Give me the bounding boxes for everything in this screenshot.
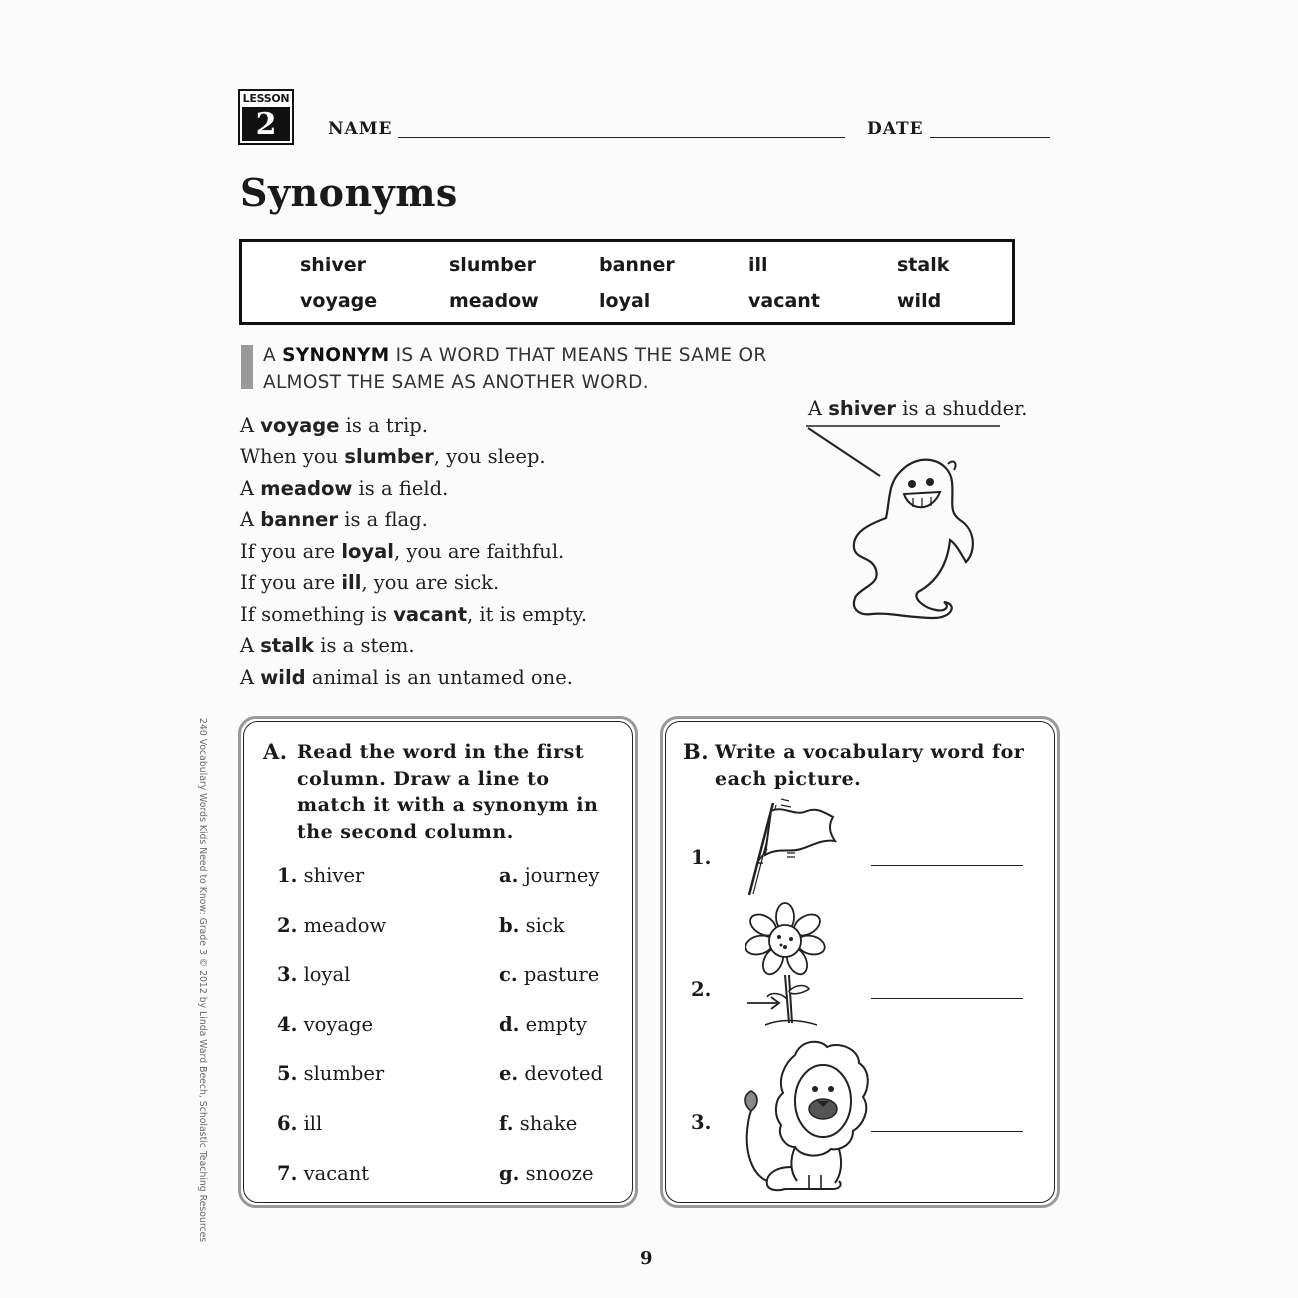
sentence: When you slumber, you sleep.	[240, 445, 546, 468]
word-box-item: meadow	[449, 290, 539, 312]
sentence: A meadow is a field.	[240, 477, 449, 500]
word-box	[239, 239, 1015, 325]
name-label: NAME	[328, 119, 393, 139]
match-left-item[interactable]: 3. loyal	[277, 963, 351, 986]
page-number: 9	[640, 1248, 653, 1269]
word-box-item: wild	[897, 290, 942, 312]
answer-line-2[interactable]	[871, 998, 1023, 999]
answer-line-1[interactable]	[871, 865, 1023, 866]
sentence: A wild animal is an untamed one.	[240, 666, 573, 689]
match-right-item[interactable]: b. sick	[499, 914, 565, 937]
match-right-item[interactable]: d. empty	[499, 1013, 588, 1036]
match-left-item[interactable]: 1. shiver	[277, 864, 365, 887]
match-right-item[interactable]: a. journey	[499, 864, 600, 887]
word-box-item: slumber	[449, 254, 537, 276]
definition-line2: ALMOST THE SAME AS ANOTHER WORD.	[263, 372, 649, 393]
definition-pre: A	[263, 345, 283, 366]
page-title: Synonyms	[240, 170, 458, 215]
word-box-item: vacant	[748, 290, 820, 312]
word-box-item: voyage	[300, 290, 378, 312]
word-box-item: shiver	[300, 254, 366, 276]
sentence: If you are loyal, you are faithful.	[240, 540, 565, 563]
section-a-letter: A.	[263, 739, 288, 764]
lesson-badge	[238, 89, 294, 145]
match-right-item[interactable]: e. devoted	[499, 1062, 604, 1085]
definition-bar	[241, 345, 253, 389]
match-right-item[interactable]: g. snooze	[499, 1162, 594, 1185]
lesson-label: LESSON	[242, 92, 290, 105]
picture-item-number: 1.	[691, 846, 712, 869]
picture-item-number: 2.	[691, 978, 712, 1001]
match-right-item[interactable]: f. shake	[499, 1112, 578, 1135]
section-b-panel	[660, 716, 1060, 1208]
lion-picture	[735, 1035, 875, 1195]
section-a-instructions: A. Read the word in the first column. Draw a line to match it with a synonym in the second column.	[263, 739, 599, 843]
definition-text	[263, 342, 767, 396]
answer-line-3[interactable]	[871, 1131, 1023, 1132]
section-b-instructions: B. Write a vocabulary word for each picture.	[683, 739, 1025, 790]
section-b-letter: B.	[683, 739, 710, 764]
side-credit-area	[196, 718, 210, 1243]
sentence: A voyage is a trip.	[240, 414, 428, 437]
banner-picture	[743, 797, 838, 897]
definition-line1: IS A WORD THAT MEANS THE SAME OR	[389, 345, 767, 366]
match-left-item[interactable]: 4. voyage	[277, 1013, 373, 1036]
date-label: DATE	[867, 119, 924, 139]
word-box-item: stalk	[897, 254, 950, 276]
sentence: If you are ill, you are sick.	[240, 571, 500, 594]
section-a-panel	[238, 716, 638, 1208]
sentence: A stalk is a stem.	[240, 634, 415, 657]
flower-picture	[745, 901, 835, 1031]
word-box-item: loyal	[599, 290, 651, 312]
lesson-number: 2	[242, 107, 290, 141]
match-right-item[interactable]: c. pasture	[499, 963, 600, 986]
match-left-item[interactable]: 2. meadow	[277, 914, 387, 937]
sentence: If something is vacant, it is empty.	[240, 603, 588, 626]
ghost-caption: A shiver is a shudder.	[808, 397, 1028, 420]
ghost-illustration	[800, 420, 1000, 630]
match-left-item[interactable]: 6. ill	[277, 1112, 323, 1135]
side-credit: 240 Vocabulary Words Kids Need to Know: Grade 3 © 2012 by Linda Ward Beech, Scholastic Teaching Resources	[197, 718, 208, 1243]
picture-item-number: 3.	[691, 1111, 712, 1134]
date-line[interactable]	[930, 137, 1050, 138]
word-box-item: ill	[748, 254, 768, 276]
sentence: A banner is a flag.	[240, 508, 428, 531]
word-box-item: banner	[599, 254, 675, 276]
match-left-item[interactable]: 5. slumber	[277, 1062, 385, 1085]
name-line[interactable]	[398, 137, 845, 138]
definition-term: SYNONYM	[282, 345, 390, 366]
match-left-item[interactable]: 7. vacant	[277, 1162, 370, 1185]
